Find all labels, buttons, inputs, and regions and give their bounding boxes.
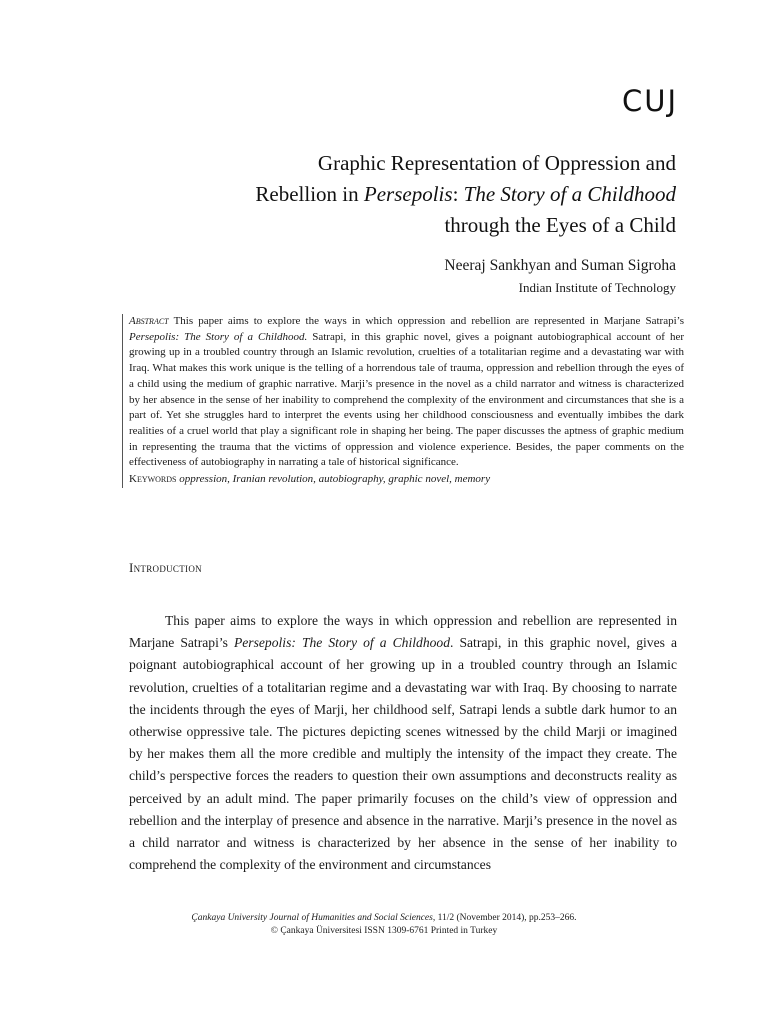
keywords-list: oppression, Iranian revolution, autobiography, graphic novel, memory [179, 473, 491, 486]
page-footer [0, 912, 768, 938]
abstract-book-title: Persepolis: The Story of a Childhood. [129, 330, 308, 343]
title-book-subtitle: The Story of a Childhood [463, 182, 676, 206]
title-line-2-prefix: Rebellion in [255, 182, 364, 206]
footer-citation [0, 912, 768, 925]
body-text [129, 610, 677, 876]
abstract-label: Abstract [129, 315, 169, 327]
footer-issue: , 11/2 (November 2014), pp.253–266. [432, 913, 577, 923]
keywords [129, 472, 684, 488]
abstract-text-b: Satrapi, in this graphic novel, gives a poignant autobiographical account of her growing up in a troubled country through an Islamic revolution, cruelties of a totalitarian regime and a devastating war with Iraq. What makes this work unique is the telling of a horrendous tale of trauma, oppression and rebellion through the eyes of a child using the medium of graphic narrative. Marji’s presence in the novel as a child narrator and witness is characterized by her absence in the sense of her inability to comprehend the complexity of the environment and circumstances that she is a part of. Yet she struggles hard to interpret the events using her childhood consciousness and eventually imbibes the dark realities of a cruel world that play a significant role in shaping her being. The paper discusses the aptness of graphic medium in representing the trauma that the victims of oppression and violence experience. Besides, the paper comments on the effectiveness of autobiography in narrating a tale of historical significance. [129, 330, 684, 469]
abstract-text [129, 314, 684, 471]
footer-copyright: © Çankaya Üniversitesi ISSN 1309-6761 Printed in Turkey [270, 926, 498, 936]
title-line-2 [116, 179, 676, 210]
paper-title [116, 148, 676, 241]
title-separator: : [452, 182, 464, 206]
body-paragraph [129, 610, 677, 876]
abstract-text-a: This paper aims to explore the ways in which oppression and rebellion are represented in Marjane Satrapi’s [173, 315, 684, 327]
footer-journal-name: Çankaya University Journal of Humanities and Social Sciences [191, 913, 433, 923]
author-affiliation: Indian Institute of Technology [518, 280, 676, 295]
title-book-name: Persepolis [363, 182, 453, 206]
title-line-3: through the Eyes of a Child [444, 213, 676, 237]
body-book-title: Persepolis: The Story of a Childhood [233, 635, 451, 651]
section-heading: Introduction [129, 560, 202, 575]
author-names: Neeraj Sankhyan and Suman Sigroha [444, 257, 676, 274]
keywords-label: Keywords [129, 473, 177, 486]
body-text-a: This paper aims to explore the ways in which oppression and rebellion are represented in Marjane Satrapi’s [129, 613, 677, 651]
abstract [122, 314, 684, 488]
journal-logo: CUJ [621, 84, 678, 118]
title-line-1: Graphic Representation of Oppression and [317, 151, 676, 175]
body-text-b: . Satrapi, in this graphic novel, gives a poignant autobiographical account of her growing up in a troubled country through an Islamic revolution, cruelties of a totalitarian regime and a devastating war with Iraq. By choosing to narrate the incidents through the eyes of Marji, her childhood self, Satrapi lends a subtle dark humor to an otherwise oppressive tale. The pictures depicting scenes witnessed by the child Marji or imagined by her makes them all the more credible and multiply the intensity of the impact they create. The child’s perspective forces the readers to question their own assumptions and deconstructs reality as perceived by an adult mind. The paper primarily focuses on the child’s view of oppression and rebellion and the interplay of presence and absence in the narrative. Marji’s presence in the novel as a child narrator and witness is characterized by her absence in the sense of her inability to comprehend the complexity of the environment and circumstances [129, 635, 677, 873]
